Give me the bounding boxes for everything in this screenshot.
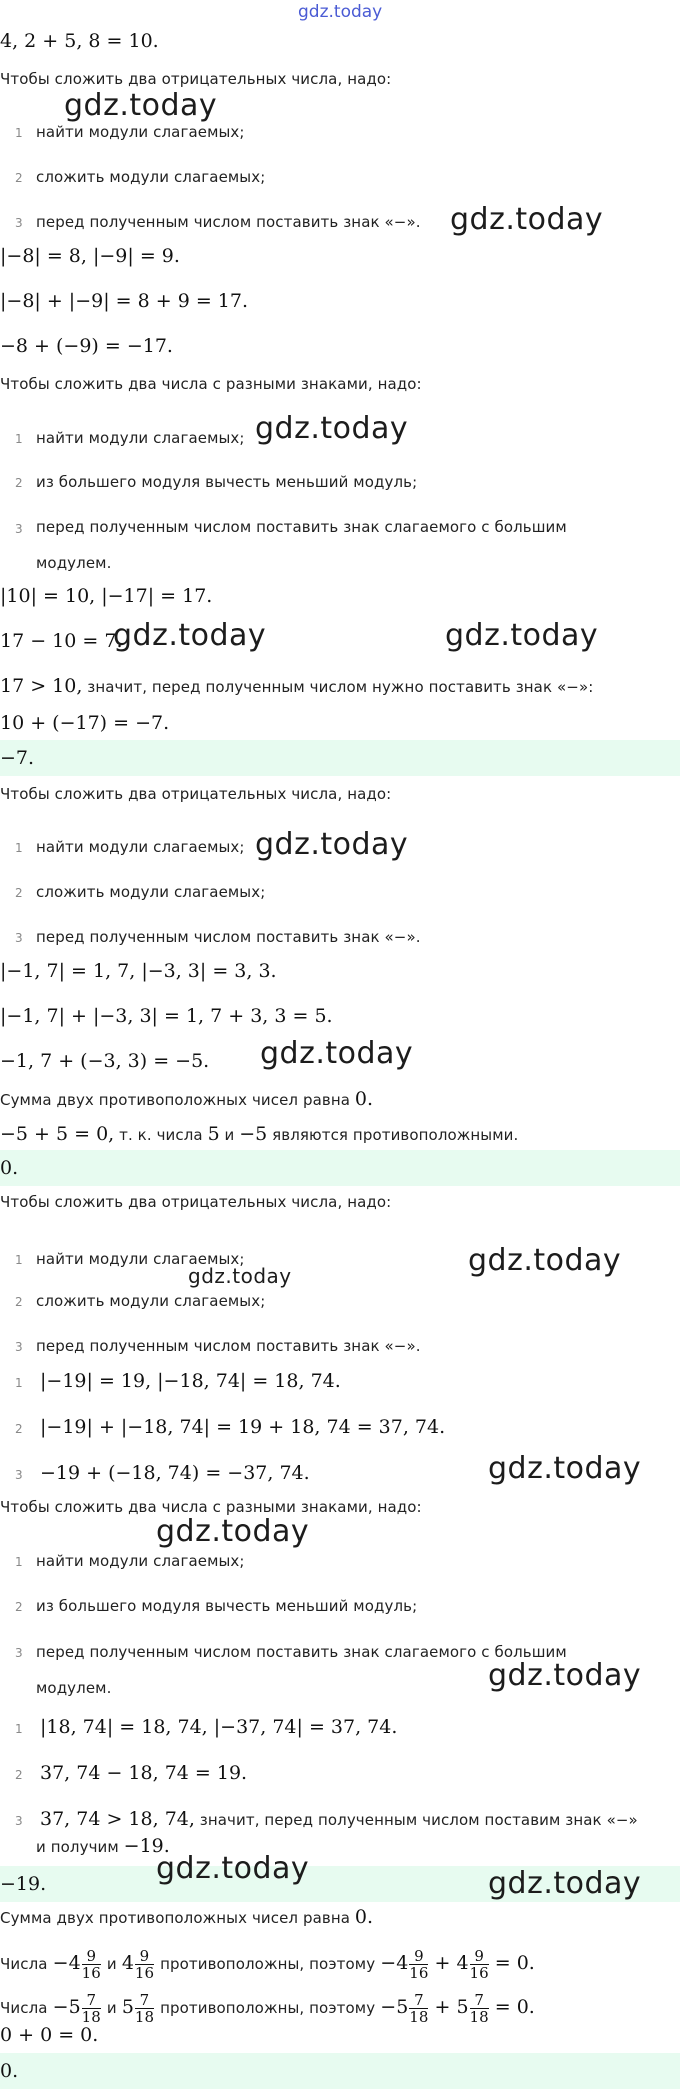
text-part: противоположны, поэтому xyxy=(160,1955,376,1973)
list-item-cont: модулем. xyxy=(36,1679,112,1697)
math-part: −5 xyxy=(380,1996,409,2018)
list-number: 2 xyxy=(15,1600,23,1614)
numerator: 9 xyxy=(409,1948,428,1965)
list-number: 3 xyxy=(15,1646,23,1660)
text-part: и xyxy=(219,1126,240,1144)
math-line: 10 + (−17) = −7. xyxy=(0,712,170,734)
math-part: −4 xyxy=(52,1952,81,1974)
list-number: 2 xyxy=(15,1422,23,1436)
list-number: 1 xyxy=(15,1722,23,1736)
fraction xyxy=(470,1948,489,1981)
math-part: −5 + 5 = 0, xyxy=(0,1123,115,1145)
list-item: сложить модули слагаемых; xyxy=(36,883,266,901)
watermark: gdz.today xyxy=(64,88,218,123)
rule-text: Чтобы сложить два отрицательных числа, надо: xyxy=(0,785,392,803)
answer-value: −7. xyxy=(0,747,35,769)
list-item: из большего модуля вычесть меньший модуль; xyxy=(36,1597,418,1615)
list-item: найти модули слагаемых; xyxy=(36,1552,245,1570)
text-part: и получим xyxy=(36,1838,124,1856)
math-line: −8 + (−9) = −17. xyxy=(0,335,173,357)
list-item: найти модули слагаемых; xyxy=(36,1250,245,1268)
denominator: 16 xyxy=(81,1964,101,1982)
header-watermark: gdz.today xyxy=(298,2,383,22)
rule-text: Чтобы сложить два отрицательных числа, надо: xyxy=(0,70,392,88)
watermark: gdz.today xyxy=(450,202,604,237)
watermark: gdz.today xyxy=(113,618,267,653)
watermark: gdz.today xyxy=(468,1243,622,1278)
math-line xyxy=(0,675,593,697)
answer-value: −19. xyxy=(0,1873,47,1895)
list-item: перед полученным числом поставить знак слагаемого с большим xyxy=(36,518,567,536)
math-line xyxy=(0,1940,535,1987)
answer-bar xyxy=(0,2053,680,2089)
math-part: −5 xyxy=(239,1123,268,1145)
math-line: |−19| = 19, |−18, 74| = 18, 74. xyxy=(40,1370,341,1392)
list-item: найти модули слагаемых; xyxy=(36,123,245,141)
list-item: перед полученным числом поставить знак «−». xyxy=(36,213,421,231)
math-line: |−8| + |−9| = 8 + 9 = 17. xyxy=(0,290,249,312)
math-line: 17 − 10 = 7. xyxy=(0,630,123,652)
list-number: 2 xyxy=(15,171,23,185)
math-line: |−19| + |−18, 74| = 19 + 18, 74 = 37, 74. xyxy=(40,1416,446,1438)
math-line: |18, 74| = 18, 74, |−37, 74| = 37, 74. xyxy=(40,1716,398,1738)
math-part: 4 xyxy=(121,1952,134,1974)
math-part: −19. xyxy=(123,1835,170,1857)
text-part: Числа xyxy=(0,1955,48,1973)
math-line: |−1, 7| = 1, 7, |−3, 3| = 3, 3. xyxy=(0,960,277,982)
list-number: 1 xyxy=(15,432,23,446)
numerator: 7 xyxy=(470,1992,489,2009)
math-part: 0. xyxy=(354,1088,374,1110)
list-item: перед полученным числом поставить знак «−». xyxy=(36,1337,421,1355)
math-line: |10| = 10, |−17| = 17. xyxy=(0,585,213,607)
math-line xyxy=(40,1808,638,1830)
list-number: 2 xyxy=(15,886,23,900)
math-line: 0 + 0 = 0. xyxy=(0,2024,99,2046)
list-number: 3 xyxy=(15,1814,23,1828)
watermark: gdz.today xyxy=(488,1658,642,1693)
fraction xyxy=(470,1992,489,2025)
math-line: |−8| = 8, |−9| = 9. xyxy=(0,245,180,267)
list-number: 1 xyxy=(15,126,23,140)
list-item: перед полученным числом поставить знак «−». xyxy=(36,928,421,946)
watermark: gdz.today xyxy=(445,618,599,653)
fraction xyxy=(135,1948,154,1981)
math-part: 17 > 10, xyxy=(0,675,83,697)
answer-bar xyxy=(0,1150,680,1186)
list-item-cont: модулем. xyxy=(36,554,112,572)
text-part: и xyxy=(106,1999,117,2017)
math-part: 5 xyxy=(121,1996,134,2018)
text-part: значит, перед полученным числом поставим знак «−» xyxy=(194,1811,638,1829)
list-number: 3 xyxy=(15,1468,23,1482)
numerator: 9 xyxy=(82,1948,101,1965)
numerator: 7 xyxy=(135,1992,154,2009)
watermark: gdz.today xyxy=(188,1264,292,1288)
math-part: −4 xyxy=(380,1952,409,1974)
math-part: + 4 xyxy=(434,1952,469,1974)
math-line: −1, 7 + (−3, 3) = −5. xyxy=(0,1050,210,1072)
numerator: 7 xyxy=(409,1992,428,2009)
text-part: и xyxy=(106,1955,117,1973)
numerator: 9 xyxy=(470,1948,489,1965)
list-number: 2 xyxy=(15,1768,23,1782)
list-number: 3 xyxy=(15,1340,23,1354)
numerator: 7 xyxy=(82,1992,101,2009)
rule-text: Чтобы сложить два числа с разными знаками, надо: xyxy=(0,375,422,393)
math-part: 5 xyxy=(207,1123,220,1145)
list-number: 3 xyxy=(15,522,23,536)
denominator: 18 xyxy=(469,2008,489,2026)
rule-text: Чтобы сложить два отрицательных числа, надо: xyxy=(0,1193,392,1211)
denominator: 18 xyxy=(134,2008,154,2026)
text-part: Сумма двух противоположных чисел равна xyxy=(0,1909,355,1927)
math-line: 37, 74 − 18, 74 = 19. xyxy=(40,1762,248,1784)
text-part: Числа xyxy=(0,1999,48,2017)
fraction xyxy=(82,1992,101,2025)
denominator: 16 xyxy=(134,1964,154,1982)
denominator: 16 xyxy=(469,1964,489,1982)
list-number: 2 xyxy=(15,1295,23,1309)
denominator: 16 xyxy=(409,1964,429,1982)
list-number: 3 xyxy=(15,931,23,945)
list-item: найти модули слагаемых; xyxy=(36,429,245,447)
list-item: найти модули слагаемых; xyxy=(36,838,245,856)
math-line xyxy=(0,1123,518,1145)
watermark: gdz.today xyxy=(488,1451,642,1486)
list-number: 3 xyxy=(15,216,23,230)
answer-value: 0. xyxy=(0,1157,19,1179)
list-number: 1 xyxy=(15,1376,23,1390)
rule-text: Чтобы сложить два числа с разными знаками, надо: xyxy=(0,1498,422,1516)
text-part: являются противоположными. xyxy=(267,1126,519,1144)
math-line: −19 + (−18, 74) = −37, 74. xyxy=(40,1462,310,1484)
list-number: 2 xyxy=(15,476,23,490)
watermark: gdz.today xyxy=(255,411,409,446)
math-line: 4, 2 + 5, 8 = 10. xyxy=(0,30,159,52)
fraction xyxy=(82,1948,101,1981)
numerator: 9 xyxy=(135,1948,154,1965)
fraction xyxy=(409,1992,428,2025)
opposite-rule xyxy=(0,1906,373,1928)
list-item: сложить модули слагаемых; xyxy=(36,168,266,186)
watermark: gdz.today xyxy=(255,827,409,862)
math-line xyxy=(36,1835,170,1857)
math-line: |−1, 7| + |−3, 3| = 1, 7 + 3, 3 = 5. xyxy=(0,1005,333,1027)
list-number: 1 xyxy=(15,1555,23,1569)
math-part: 0. xyxy=(354,1906,374,1928)
fraction xyxy=(135,1992,154,2025)
text-part: Сумма двух противоположных чисел равна xyxy=(0,1091,355,1109)
list-number: 1 xyxy=(15,1253,23,1267)
math-part: + 5 xyxy=(434,1996,469,2018)
text-part: т. к. числа xyxy=(114,1126,208,1144)
math-part: = 0. xyxy=(494,1996,535,2018)
text-part: противоположны, поэтому xyxy=(160,1999,376,2017)
watermark: gdz.today xyxy=(488,1866,642,1901)
list-item: из большего модуля вычесть меньший модуль; xyxy=(36,473,418,491)
text-part: значит, перед полученным числом нужно поставить знак «−»: xyxy=(82,678,594,696)
answer-bar xyxy=(0,740,680,776)
opposite-rule xyxy=(0,1088,373,1110)
list-item: сложить модули слагаемых; xyxy=(36,1292,266,1310)
denominator: 18 xyxy=(81,2008,101,2026)
watermark: gdz.today xyxy=(156,1514,310,1549)
math-part: −5 xyxy=(52,1996,81,2018)
list-item: перед полученным числом поставить знак слагаемого с большим xyxy=(36,1643,567,1661)
denominator: 18 xyxy=(409,2008,429,2026)
fraction xyxy=(409,1948,428,1981)
watermark: gdz.today xyxy=(260,1036,414,1071)
math-part: 37, 74 > 18, 74, xyxy=(40,1808,195,1830)
list-number: 1 xyxy=(15,841,23,855)
math-part: = 0. xyxy=(494,1952,535,1974)
answer-value: 0. xyxy=(0,2060,19,2082)
watermark: gdz.today xyxy=(156,1851,310,1886)
